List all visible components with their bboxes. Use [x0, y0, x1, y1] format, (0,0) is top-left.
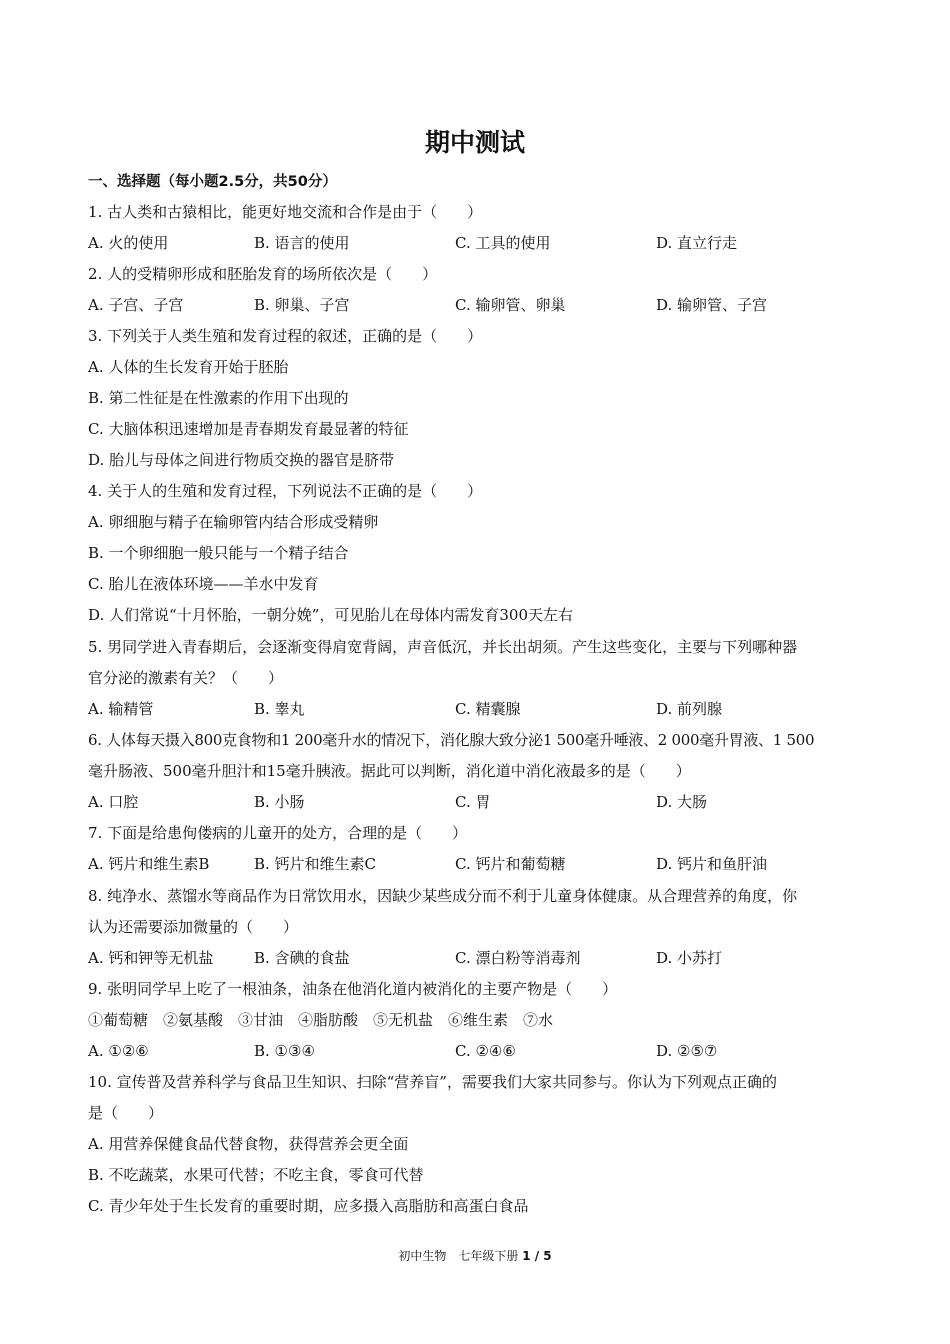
- question-7-stem: 7. 下面是给患佝偻病的儿童开的处方，合理的是（ ）: [88, 824, 468, 842]
- question-1-option-b: B. 语言的使用: [254, 234, 350, 252]
- question-4-option-c: C. 胎儿在液体环境——羊水中发育: [88, 575, 319, 593]
- question-5-option-b: B. 睾丸: [254, 700, 305, 718]
- question-9-stem: 9. 张明同学早上吃了一根油条，油条在他消化道内被消化的主要产物是（ ）: [88, 980, 618, 998]
- question-2-option-d: D. 输卵管、子宫: [656, 296, 768, 314]
- question-10-stem-line-2: 是（ ）: [88, 1104, 164, 1122]
- question-1-option-a: A. 火的使用: [88, 234, 169, 252]
- question-6-option-b: B. 小肠: [254, 793, 305, 811]
- question-8-stem-line-1: 8. 纯净水、蒸馏水等商品作为日常饮用水，因缺少某些成分而不利于儿童身体健康。从合理营养的角度，你: [88, 887, 798, 905]
- question-4-option-a: A. 卵细胞与精子在输卵管内结合形成受精卵: [88, 513, 379, 531]
- question-5-stem-line-1: 5. 男同学进入青春期后，会逐渐变得肩宽背阔，声音低沉，并长出胡须。产生这些变化，主要与下列哪种器: [88, 638, 798, 656]
- question-5-option-a: A. 输精管: [88, 700, 154, 718]
- footer-text: 初中生物 七年级下册: [398, 1249, 523, 1263]
- question-2-stem: 2. 人的受精卵形成和胚胎发育的场所依次是（ ）: [88, 265, 438, 283]
- section-heading: 一、选择题（每小题2.5分，共50分）: [88, 174, 337, 190]
- question-9-option-d: D. ②⑤⑦: [656, 1042, 718, 1060]
- question-4-option-d: D. 人们常说“十月怀胎，一朝分娩”，可见胎儿在母体内需发育300天左右: [88, 606, 573, 624]
- question-7-option-a: A. 钙片和维生素B: [88, 855, 210, 873]
- question-9-option-c: C. ②④⑥: [455, 1042, 516, 1060]
- page-footer: [0, 1247, 950, 1264]
- page-number: 1 / 5: [522, 1249, 552, 1263]
- question-3-stem: 3. 下列关于人类生殖和发育过程的叙述，正确的是（ ）: [88, 327, 483, 345]
- question-1-stem: 1. 古人类和古猿相比，能更好地交流和合作是由于（ ）: [88, 203, 483, 221]
- question-8-stem-line-2: 认为还需要添加微量的（ ）: [88, 918, 299, 936]
- question-4-stem: 4. 关于人的生殖和发育过程，下列说法不正确的是（ ）: [88, 482, 483, 500]
- question-2-option-a: A. 子宫、子宫: [88, 296, 184, 314]
- question-8-option-c: C. 漂白粉等消毒剂: [455, 949, 581, 967]
- question-8-option-d: D. 小苏打: [656, 949, 723, 967]
- question-1-option-d: D. 直立行走: [656, 234, 738, 252]
- question-6-option-a: A. 口腔: [88, 793, 139, 811]
- question-9-option-a: A. ①②⑥: [88, 1042, 149, 1060]
- question-4-option-b: B. 一个卵细胞一般只能与一个精子结合: [88, 544, 349, 562]
- question-5-option-c: C. 精囊腺: [455, 700, 521, 718]
- question-6-option-d: D. 大肠: [656, 793, 708, 811]
- question-10-stem-line-1: 10. 宣传普及营养科学与食品卫生知识、扫除“营养盲”，需要我们大家共同参与。你认为下列观点正确的: [88, 1073, 777, 1091]
- question-1-option-c: C. 工具的使用: [455, 234, 551, 252]
- question-2-option-c: C. 输卵管、卵巢: [455, 296, 566, 314]
- question-7-option-b: B. 钙片和维生素C: [254, 855, 377, 873]
- question-3-option-a: A. 人体的生长发育开始于胚胎: [88, 358, 289, 376]
- question-10-option-c: C. 青少年处于生长发育的重要时期，应多摄入高脂肪和高蛋白食品: [88, 1197, 529, 1215]
- question-10-option-b: B. 不吃蔬菜，水果可代替；不吃主食，零食可代替: [88, 1166, 424, 1184]
- question-5-stem-line-2: 官分泌的激素有关？（ ）: [88, 669, 284, 687]
- question-6-stem-line-2: 毫升肠液、500毫升胆汁和15毫升胰液。据此可以判断，消化道中消化液最多的是（ ）: [88, 762, 691, 780]
- question-8-option-a: A. 钙和钾等无机盐: [88, 949, 214, 967]
- question-6-stem-line-1: 6. 人体每天摄入800克食物和1 200毫升水的情况下，消化腺大致分泌1 500毫升唾液、2 000毫升胃液、1 500: [88, 731, 815, 749]
- question-2-option-b: B. 卵巢、子宫: [254, 296, 350, 314]
- question-3-option-b: B. 第二性征是在性激素的作用下出现的: [88, 389, 349, 407]
- question-5-option-d: D. 前列腺: [656, 700, 723, 718]
- question-9-option-b: B. ①③④: [254, 1042, 315, 1060]
- page-title: 期中测试: [424, 128, 525, 157]
- question-6-option-c: C. 胃: [455, 793, 491, 811]
- question-8-option-b: B. 含碘的食盐: [254, 949, 350, 967]
- question-9-items: ①葡萄糖 ②氨基酸 ③甘油 ④脂肪酸 ⑤无机盐 ⑥维生素 ⑦水: [88, 1011, 554, 1029]
- question-7-option-c: C. 钙片和葡萄糖: [455, 855, 566, 873]
- question-7-option-d: D. 钙片和鱼肝油: [656, 855, 768, 873]
- question-3-option-d: D. 胎儿与母体之间进行物质交换的器官是脐带: [88, 451, 395, 469]
- question-3-option-c: C. 大脑体积迅速增加是青春期发育最显著的特征: [88, 420, 409, 438]
- question-10-option-a: A. 用营养保健食品代替食物，获得营养会更全面: [88, 1135, 409, 1153]
